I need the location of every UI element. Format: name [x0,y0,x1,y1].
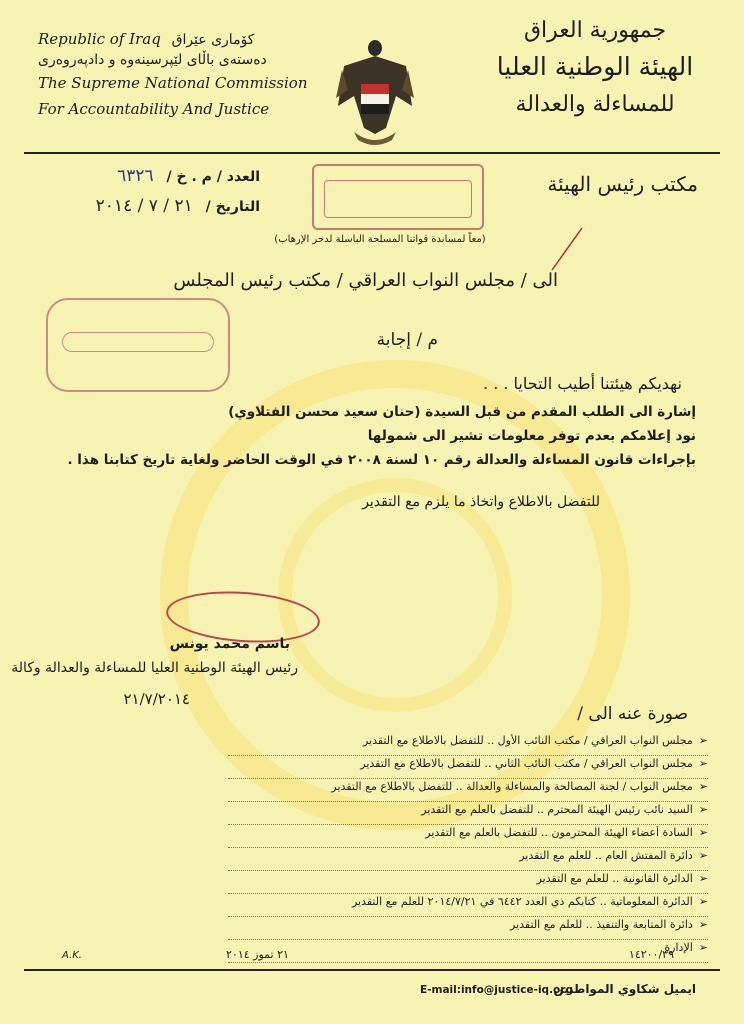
footer-code: ١٤٢٠٠/٣٩ [628,948,674,961]
list-item: ➢الإدارة [228,941,708,963]
addressee-line: الى / مجلس النواب العراقي / مكتب رئيس المجلس [173,270,558,291]
list-item: ➢مجلس النواب العراقي / مكتب النائب الأول .. للتفضل بالاطلاع مع التقدير [228,734,708,756]
arrow-bullet-icon: ➢ [698,849,708,862]
footer-divider [24,969,720,971]
header-republic-ar: جمهورية العراق [523,18,667,43]
header-left [38,30,308,126]
letter-line-2: نود إعلامكم بعدم توفر معلومات تشير الى شمولها [367,428,696,444]
arrow-bullet-icon: ➢ [698,895,708,908]
arrow-bullet-icon: ➢ [698,780,708,793]
header-republic-line [38,30,308,52]
list-item: ➢دائرة المفتش العام .. للعلم مع التقدير [228,849,708,871]
header-commission-ar: الهيئة الوطنية العليا [496,52,694,81]
letter-line-3: بإجراءات قانون المساءلة والعدالة رقم ١٠ لسنة ٢٠٠٨ في الوقت الحاضر ولغاية تاريخ كتابنا هذا . [67,452,696,468]
letter-closing: للتفضل بالاطلاع واتخاذ ما يلزم مع التقدير [362,494,600,510]
office-label: مكتب رئيس الهيئة [547,172,698,196]
iraq-eagle-emblem-icon [334,36,416,148]
letter-body [36,374,696,510]
signature-date: ٢١/٧/٢٠١٤ [123,690,190,708]
reference-number-row [60,166,260,196]
signature-block [11,636,298,716]
arrow-bullet-icon: ➢ [698,757,708,770]
list-item: ➢السيد نائب رئيس الهيئة المحترم .. للتفضل بالعلم مع التقدير [228,803,708,825]
list-item: ➢الدائرة المعلوماتية .. كتابكم ذي العدد ٦٤٤٢ في ٢٠١٤/٧/٢١ للعلم مع التقدير [228,895,708,917]
footer-date: ٢١ تموز ٢٠١٤ [226,948,289,961]
header-divider [24,152,720,154]
check-mark-icon [548,224,584,274]
header-commission-en-1: The Supreme National Commission [38,74,308,92]
reference-date-value: ٢١ / ٧ / ٢٠١٤ [95,196,193,216]
arrow-bullet-icon: ➢ [698,734,708,747]
typist-initials: A.K. [62,950,82,961]
letter-greeting: نهديكم هيئتنا أطيب التحايا . . . [483,374,682,393]
header-commission-en-2: For Accountability And Justice [38,100,270,118]
arrow-bullet-icon: ➢ [698,872,708,885]
signatory-title: رئيس الهيئة الوطنية العليا للمساءلة والعدالة وكالة [11,660,298,676]
header-accountability-ar: للمساءلة والعدالة [515,92,675,117]
signatory-name: باسم محمد يونس [169,636,290,652]
arrow-bullet-icon: ➢ [698,803,708,816]
office-stamp-top [312,164,484,230]
list-item: ➢الدائرة القانونية .. للعلم مع التقدير [228,872,708,894]
copies-title: صورة عنه الى / [577,704,688,724]
list-item: ➢مجلس النواب / لجنة المصالحة والمساءلة والعدالة .. للتفضل بالاطلاع مع التقدير [228,780,708,802]
copies-list [228,734,708,964]
subject-line: م / إجابة [376,330,438,350]
header-right [480,18,710,126]
arrow-bullet-icon: ➢ [698,941,708,954]
list-item: ➢السادة أعضاء الهيئة المحترمون .. للتفضل بالعلم مع التقدير [228,826,708,848]
reference-number-label: العدد / م . خ / [166,169,260,185]
reference-date-label: التاريخ / [205,199,260,215]
footer-email: E-mail:info@justice-iq.org [420,984,573,996]
header-republic-en: Republic of Iraq [38,30,161,48]
footer-complaint-label: ايميل شكاوي المواطنين [553,982,696,996]
header-commission-ku: دەستەی باڵای لێپرسینەوە و دادپەروەری [38,52,267,68]
list-item: ➢دائرة المتابعة والتنفيذ .. للعلم مع التقدير [228,918,708,940]
header-republic-ku: کۆماری عێراق [171,32,255,48]
reference-number-value: ٦٣٢٦ [117,166,154,186]
reference-date-row [60,196,260,226]
letter-line-1: إشارة الى الطلب المقدم من قبل السيدة (حنان سعيد محسن الفتلاوي) [228,404,696,420]
list-item: ➢مجلس النواب العراقي / مكتب النائب الثاني .. للتفضل بالاطلاع مع التقدير [228,757,708,779]
reference-block [60,166,260,226]
support-slogan: (معاً لمساندة قواتنا المسلحة الباسلة لدحر الإرهاب) [274,234,486,245]
arrow-bullet-icon: ➢ [698,826,708,839]
arrow-bullet-icon: ➢ [698,918,708,931]
